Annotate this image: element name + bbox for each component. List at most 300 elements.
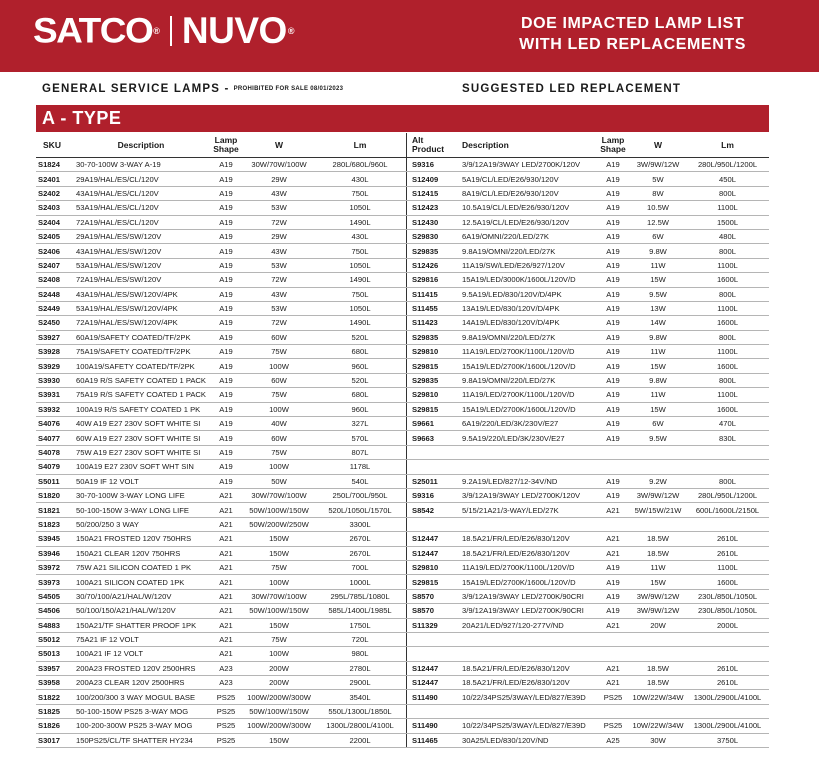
alt-lamp-shape-cell: A19 — [606, 376, 620, 386]
alt-w-cell: 15W — [650, 577, 666, 587]
lamp-shape-cell: A21 — [219, 563, 233, 573]
lamp-shape-cell: A19 — [219, 318, 233, 328]
alt-w-cell — [630, 647, 686, 660]
sku-cell: S2401 — [38, 174, 60, 184]
table-row — [36, 633, 769, 647]
lamp-shape-cell: A21 — [219, 635, 233, 645]
alt-lamp-shape-cell: A19 — [606, 246, 620, 256]
description-cell: 200A23 CLEAR 120V 2500HRS — [76, 678, 185, 688]
alt-w-cell: 5W/15W/21W — [634, 505, 682, 515]
table-row — [36, 532, 769, 546]
sku-cell: S3946 — [38, 548, 60, 558]
alt-description-cell: 9.8A19/OMNI/220/LED/27K — [462, 246, 556, 256]
alt-product-cell — [412, 446, 460, 459]
table-row — [36, 273, 769, 287]
table-header — [36, 133, 769, 158]
table-row — [36, 719, 769, 733]
alt-lm-cell: 2610L — [716, 534, 739, 544]
description-cell: 40W A19 E27 230V SOFT WHITE SI — [76, 419, 201, 429]
lamp-shape-cell: PS25 — [216, 707, 236, 717]
lamp-shape-cell: A19 — [219, 232, 233, 242]
alt-lm-cell: 1100L — [717, 203, 738, 213]
alt-lamp-shape-cell: A19 — [606, 491, 620, 501]
alt-w-cell: 10.5W — [647, 203, 669, 213]
col-alt-description: Description — [462, 139, 509, 150]
alt-description-cell — [462, 633, 596, 646]
alt-product-cell: S29815 — [412, 577, 439, 587]
table-row — [36, 288, 769, 302]
col-w: W — [274, 139, 284, 150]
w-cell: 29W — [271, 232, 287, 242]
alt-lamp-shape-cell: A21 — [606, 548, 620, 558]
lamp-shape-cell: A19 — [219, 448, 233, 457]
table-row — [36, 489, 769, 503]
col-description: Description — [117, 139, 165, 150]
sku-cell: S3958 — [38, 678, 60, 688]
alt-lm-cell: 1100L — [717, 390, 738, 400]
description-cell: 60A19/SAFETY COATED/TF/2PK — [76, 332, 191, 342]
table-row — [36, 316, 769, 330]
table-row — [36, 705, 769, 719]
alt-lm-cell: 800L — [719, 289, 736, 299]
alt-lm-cell: 1100L — [717, 260, 738, 270]
alt-lm-cell: 1300L/2900L/4100L — [693, 692, 762, 702]
alt-product-cell: S12426 — [412, 260, 439, 270]
alt-product-cell: S29835 — [412, 246, 439, 256]
table-row — [36, 216, 769, 230]
registered-mark-2: ® — [287, 26, 295, 36]
alt-w-cell: 18.5W — [647, 548, 669, 558]
alt-w-cell — [630, 518, 686, 531]
alt-product-cell: S29815 — [412, 404, 439, 414]
alt-lm-cell: 1100L — [717, 347, 738, 357]
table-row — [36, 662, 769, 676]
description-cell: 100A19 R/S SAFETY COATED 1 PK — [76, 404, 201, 414]
alt-description-cell: 9.8A19/OMNI/220/LED/27K — [462, 332, 556, 342]
lm-cell: 520L — [351, 332, 369, 342]
alt-lm-cell: 470L — [719, 419, 736, 429]
col-lm: Lm — [353, 139, 367, 150]
title-line-1: DOE IMPACTED LAMP LIST — [520, 15, 745, 32]
alt-description-cell: 5A19/CL/LED/E26/930/120V — [462, 174, 559, 184]
alt-description-cell: 18.5A21/FR/LED/E26/830/120V — [462, 548, 570, 558]
sku-cell: S2448 — [38, 289, 60, 299]
led-replacement-heading: SUGGESTED LED REPLACEMENT — [462, 83, 682, 95]
header-banner — [0, 0, 819, 72]
alt-lm-cell — [686, 446, 769, 459]
lm-cell: 807L — [351, 448, 369, 457]
table-row — [36, 446, 769, 460]
alt-description-cell: 18.5A21/FR/LED/E26/830/120V — [462, 534, 570, 544]
alt-lm-cell: 800L — [719, 246, 736, 256]
table-row — [36, 201, 769, 215]
lm-cell: 750L — [351, 246, 369, 256]
w-cell: 43W — [271, 188, 287, 198]
alt-w-cell: 18.5W — [647, 534, 669, 544]
table-row — [36, 547, 769, 561]
alt-product-cell: S9661 — [412, 419, 434, 429]
alt-description-cell: 11A19/LED/2700K/1100L/120V/D — [462, 347, 575, 357]
alt-lm-cell — [686, 518, 769, 531]
w-cell: 50W/200W/250W — [249, 519, 309, 529]
table-row — [36, 676, 769, 690]
alt-product-cell: S11329 — [412, 620, 438, 630]
alt-product-cell: S12415 — [412, 188, 439, 198]
alt-product-cell: S12447 — [412, 663, 439, 673]
w-cell: 60W — [271, 433, 287, 443]
w-cell: 200W — [269, 678, 289, 688]
alt-lamp-shape-cell: A19 — [606, 563, 620, 573]
alt-lm-cell: 2610L — [716, 663, 739, 673]
alt-lm-cell — [686, 705, 769, 718]
lamp-shape-cell: A23 — [219, 678, 233, 688]
alt-lamp-shape-cell: A21 — [606, 663, 620, 673]
alt-w-cell: 12.5W — [647, 217, 669, 227]
w-cell: 100W/200W/300W — [247, 692, 311, 702]
lm-cell: 1178L — [349, 462, 371, 472]
alt-w-cell: 10W/22W/34W — [632, 721, 684, 731]
table-row — [36, 619, 769, 633]
alt-w-cell — [630, 446, 686, 459]
brand-logo — [33, 10, 295, 51]
w-cell: 75W — [271, 635, 287, 645]
sku-cell: S4078 — [38, 448, 60, 457]
w-cell: 50W/100W/150W — [249, 707, 309, 717]
alt-w-cell: 13W — [650, 304, 666, 314]
prohibited-note: PROHIBITED FOR SALE 08/01/2023 — [233, 85, 344, 92]
col-alt-lamp-shape: Lamp Shape — [600, 135, 626, 154]
lm-cell: 1750L — [349, 620, 371, 630]
lm-cell: 2670L — [349, 534, 371, 544]
sku-cell: S3945 — [38, 534, 60, 544]
alt-w-cell: 11W — [650, 347, 666, 357]
description-cell: 30-70-100W 3-WAY LONG LIFE — [76, 491, 185, 501]
lamp-shape-cell: A19 — [219, 462, 233, 472]
lm-cell: 1490L — [349, 217, 371, 227]
description-cell: 150A21/TF SHATTER PROOF 1PK — [76, 620, 197, 630]
lm-cell: 570L — [351, 433, 369, 443]
lamp-shape-cell: A21 — [219, 591, 233, 601]
alt-product-cell: S11455 — [412, 304, 438, 314]
description-cell: 50-100-150W PS25 3-WAY MOG — [76, 707, 189, 717]
lamp-shape-cell: PS25 — [216, 735, 236, 745]
alt-lm-cell: 1100L — [717, 304, 738, 314]
sku-cell: S5011 — [38, 476, 60, 486]
lm-cell: 250L/700L/950L — [332, 491, 388, 501]
type-heading: A - TYPE — [36, 105, 769, 132]
alt-lamp-shape-cell — [596, 647, 630, 660]
sku-cell: S4506 — [38, 606, 60, 616]
lamp-shape-cell: A19 — [219, 404, 233, 414]
alt-w-cell: 18.5W — [647, 663, 669, 673]
alt-product-cell: S11415 — [412, 289, 438, 299]
alt-lm-cell: 480L — [719, 232, 736, 242]
alt-lamp-shape-cell: A19 — [606, 188, 620, 198]
alt-description-cell: 15A19/LED/2700K/1600L/120V/D — [462, 404, 576, 414]
alt-product-cell: S29835 — [412, 376, 439, 386]
w-cell: 30W/70W/100W — [251, 160, 307, 170]
alt-description-cell: 12.5A19/CL/LED/E26/930/120V — [462, 217, 570, 227]
alt-lm-cell: 1300L/2900L/4100L — [693, 721, 762, 731]
alt-product-cell — [412, 460, 460, 473]
lm-cell: 750L — [351, 188, 369, 198]
alt-w-cell: 9.8W — [649, 246, 667, 256]
sku-cell: S1820 — [38, 491, 60, 501]
logo-divider — [170, 16, 172, 46]
alt-lamp-shape-cell — [596, 446, 630, 459]
w-cell: 100W/200W/300W — [247, 721, 311, 731]
alt-description-cell: 11A19/LED/2700K/1100L/120V/D — [462, 563, 575, 573]
table-row — [36, 604, 769, 618]
w-cell: 40W — [271, 419, 287, 429]
alt-lm-cell: 2000L — [716, 620, 739, 630]
w-cell: 75W — [271, 563, 287, 573]
alt-description-cell: 9.5A19/220/LED/3K/230V/E27 — [462, 433, 565, 443]
sku-cell: S3931 — [38, 390, 60, 400]
alt-description-cell: 11A19/SW/LED/E26/927/120V — [462, 260, 565, 270]
alt-product-cell: S9316 — [412, 160, 434, 170]
alt-description-cell: 3/9/12A19/3WAY LED/2700K/90CRI — [462, 591, 584, 601]
w-cell: 100W — [269, 577, 289, 587]
alt-lamp-shape-cell: A19 — [606, 332, 620, 342]
lm-cell: 520L — [351, 376, 369, 386]
lm-cell: 327L — [351, 419, 369, 429]
alt-lamp-shape-cell: A19 — [606, 304, 620, 314]
sku-cell: S3930 — [38, 376, 60, 386]
table-row — [36, 417, 769, 431]
alt-lm-cell: 1600L — [716, 275, 739, 285]
alt-description-cell: 3/9/12A19/3WAY LED/2700K/120V — [462, 491, 581, 501]
w-cell: 150W — [269, 548, 289, 558]
sku-cell: S1822 — [38, 692, 60, 702]
alt-description-cell: 15A19/LED/2700K/1600L/120V/D — [462, 361, 576, 371]
w-cell: 43W — [271, 289, 287, 299]
alt-lamp-shape-cell: A19 — [606, 390, 620, 400]
lamp-shape-cell: A19 — [219, 419, 233, 429]
lamp-shape-cell: A19 — [219, 376, 233, 386]
description-cell: 100/200/300 3 WAY MOGUL BASE — [76, 692, 196, 702]
table-row — [36, 187, 769, 201]
alt-lm-cell: 2610L — [716, 678, 739, 688]
alt-lm-cell: 1100L — [717, 563, 738, 573]
lamp-shape-cell: A21 — [219, 606, 233, 616]
lamp-shape-cell: A23 — [219, 663, 233, 673]
alt-lamp-shape-cell: A19 — [606, 318, 620, 328]
sku-cell: S5012 — [38, 635, 60, 645]
alt-product-cell: S11465 — [412, 735, 438, 745]
sku-cell: S3928 — [38, 347, 60, 357]
lamp-shape-cell: A19 — [219, 160, 233, 170]
lm-cell: 280L/680L/960L — [332, 160, 388, 170]
alt-lamp-shape-cell: A19 — [606, 433, 620, 443]
lm-cell: 1050L — [349, 304, 371, 314]
alt-lamp-shape-cell: A19 — [606, 361, 620, 371]
w-cell: 50W — [271, 476, 287, 486]
col-alt-product: Alt Product — [412, 135, 445, 154]
lm-cell: 2200L — [349, 735, 371, 745]
sku-cell: S3972 — [38, 563, 60, 573]
alt-description-cell: 15A19/LED/2700K/1600L/120V/D — [462, 577, 576, 587]
table-body — [36, 158, 769, 748]
alt-lm-cell: 3750L — [716, 735, 739, 745]
alt-w-cell — [630, 460, 686, 473]
lamp-shape-cell: A21 — [219, 577, 233, 587]
alt-lamp-shape-cell — [596, 518, 630, 531]
lm-cell: 550L/1300L/1850L — [328, 707, 392, 717]
alt-product-cell: S29810 — [412, 390, 439, 400]
alt-description-cell: 10/22/34PS25/3WAY/LED/827/E39D — [462, 721, 586, 731]
alt-product-cell: S8542 — [412, 505, 434, 515]
alt-description-cell: 5/15/21A21/3-WAY/LED/27K — [462, 505, 559, 515]
lamp-shape-cell: A19 — [219, 390, 233, 400]
sku-cell: S3957 — [38, 663, 60, 673]
alt-lamp-shape-cell — [596, 460, 630, 473]
alt-product-cell: S12447 — [412, 548, 439, 558]
w-cell: 150W — [269, 534, 289, 544]
table-row — [36, 230, 769, 244]
sku-cell: S1821 — [38, 505, 60, 515]
alt-lm-cell — [686, 647, 769, 660]
alt-product-cell: S9316 — [412, 491, 434, 501]
lm-cell: 1300L/2800L/4100L — [326, 721, 394, 731]
lm-cell: 1050L — [349, 203, 371, 213]
alt-description-cell: 11A19/LED/2700K/1100L/120V/D — [462, 390, 575, 400]
alt-lamp-shape-cell: A19 — [606, 232, 620, 242]
sku-cell: S5013 — [38, 649, 60, 659]
alt-product-cell: S12409 — [412, 174, 439, 184]
lm-cell: 295L/785L/1080L — [330, 591, 390, 601]
alt-description-cell: 9.5A19/LED/830/120V/D/4PK — [462, 289, 562, 299]
alt-lamp-shape-cell: A19 — [606, 203, 620, 213]
table-row — [36, 359, 769, 373]
lm-cell: 3540L — [349, 692, 371, 702]
sku-cell: S2402 — [38, 188, 60, 198]
w-cell: 100W — [269, 404, 289, 414]
table-row — [36, 460, 769, 474]
lm-cell: 720L — [351, 635, 369, 645]
description-cell: 75A21 IF 12 VOLT — [76, 635, 139, 645]
alt-description-cell: 3/9/12A19/3WAY LED/2700K/120V — [462, 160, 581, 170]
alt-description-cell: 9.8A19/OMNI/220/LED/27K — [462, 376, 556, 386]
logo-satco: SATCO — [33, 11, 153, 50]
alt-description-cell: 20A21/LED/927/120-277V/ND — [462, 620, 564, 630]
description-cell: 150A21 FROSTED 120V 750HRS — [76, 534, 192, 544]
alt-product-cell: S12447 — [412, 534, 439, 544]
alt-lamp-shape-cell: A19 — [606, 347, 620, 357]
lamp-shape-cell: A19 — [219, 246, 233, 256]
general-service-heading — [42, 83, 343, 95]
description-cell: 50/200/250 3 WAY — [76, 519, 139, 529]
alt-lm-cell: 1600L — [716, 318, 739, 328]
lamp-shape-cell: A19 — [219, 275, 233, 285]
alt-lamp-shape-cell: A19 — [606, 591, 620, 601]
w-cell: 75W — [271, 448, 287, 457]
lm-cell: 680L — [351, 390, 369, 400]
lamp-shape-cell: PS25 — [216, 721, 236, 731]
table-row — [36, 331, 769, 345]
lamp-shape-cell: A21 — [219, 505, 233, 515]
sku-cell: S2405 — [38, 232, 60, 242]
description-cell: 60W A19 E27 230V SOFT WHITE SI — [76, 433, 201, 443]
alt-product-cell — [412, 518, 460, 531]
alt-product-cell: S29810 — [412, 347, 439, 357]
general-service-label: GENERAL SERVICE LAMPS - — [42, 83, 230, 95]
alt-w-cell: 11W — [650, 390, 666, 400]
alt-w-cell: 10W/22W/34W — [632, 692, 684, 702]
lm-cell: 680L — [351, 347, 369, 357]
lm-cell: 980L — [351, 649, 369, 659]
alt-lamp-shape-cell: A19 — [606, 289, 620, 299]
alt-w-cell: 15W — [650, 361, 666, 371]
table-row — [36, 431, 769, 445]
alt-w-cell: 15W — [650, 404, 666, 414]
alt-description-cell: 18.5A21/FR/LED/E26/830/120V — [462, 663, 570, 673]
lamp-shape-cell: A19 — [219, 304, 233, 314]
lamp-shape-cell: A19 — [219, 476, 233, 486]
w-cell: 100W — [269, 462, 289, 472]
table-row — [36, 690, 769, 704]
sku-cell: S3932 — [38, 404, 60, 414]
lamp-shape-cell: A19 — [219, 289, 233, 299]
w-cell: 30W/70W/100W — [251, 491, 307, 501]
alt-lm-cell: 280L/950L/1200L — [697, 491, 758, 501]
alt-description-cell: 8A19/CL/LED/E26/930/120V — [462, 188, 559, 198]
description-cell: 53A19/HAL/ES/CL/120V — [76, 203, 159, 213]
description-cell: 75W A21 SILICON COATED 1 PK — [76, 563, 192, 573]
lamp-shape-cell: A19 — [219, 347, 233, 357]
alt-description-cell — [462, 705, 596, 718]
alt-lamp-shape-cell: A19 — [606, 160, 620, 170]
lamp-shape-cell: A19 — [219, 188, 233, 198]
sku-cell: S1825 — [38, 707, 60, 717]
alt-description-cell: 9.2A19/LED/827/12-34V/ND — [462, 476, 558, 486]
alt-product-cell — [412, 647, 460, 660]
w-cell: 43W — [271, 246, 287, 256]
sku-cell: S2449 — [38, 304, 60, 314]
description-cell: 50/100/150/A21/HAL/W/120V — [76, 606, 176, 616]
alt-product-cell: S12423 — [412, 203, 439, 213]
w-cell: 29W — [271, 174, 287, 184]
description-cell: 53A19/HAL/ES/SW/120V — [76, 260, 162, 270]
alt-description-cell: 3/9/12A19/3WAY LED/2700K/90CRI — [462, 606, 584, 616]
alt-description-cell: 13A19/LED/830/120V/D/4PK — [462, 304, 560, 314]
logo-nuvo: NUVO — [181, 10, 287, 51]
description-cell: 60A19 R/S SAFETY COATED 1 PACK — [76, 376, 206, 386]
alt-w-cell: 9.8W — [649, 376, 667, 386]
alt-description-cell: 10.5A19/CL/LED/E26/930/120V — [462, 203, 570, 213]
section-headings — [42, 83, 799, 97]
description-cell: 100A19/SAFETY COATED/TF/2PK — [76, 361, 195, 371]
w-cell: 72W — [271, 217, 287, 227]
table-row — [36, 388, 769, 402]
alt-product-cell: S8570 — [412, 606, 434, 616]
lm-cell: 750L — [351, 289, 369, 299]
w-cell: 53W — [271, 260, 287, 270]
description-cell: 43A19/HAL/ES/SW/120V/4PK — [76, 289, 178, 299]
alt-lm-cell: 800L — [719, 476, 736, 486]
lm-cell: 2670L — [349, 548, 371, 558]
lamp-shape-cell: PS25 — [216, 692, 236, 702]
w-cell: 75W — [271, 347, 287, 357]
lamp-shape-cell: A19 — [219, 361, 233, 371]
alt-w-cell: 3W/9W/12W — [636, 591, 680, 601]
description-cell: 43A19/HAL/ES/CL/120V — [76, 188, 159, 198]
alt-lm-cell — [686, 460, 769, 473]
alt-lamp-shape-cell: A19 — [606, 476, 620, 486]
alt-w-cell: 3W/9W/12W — [636, 606, 680, 616]
lamp-table — [36, 133, 769, 748]
alt-product-cell: S12430 — [412, 217, 439, 227]
